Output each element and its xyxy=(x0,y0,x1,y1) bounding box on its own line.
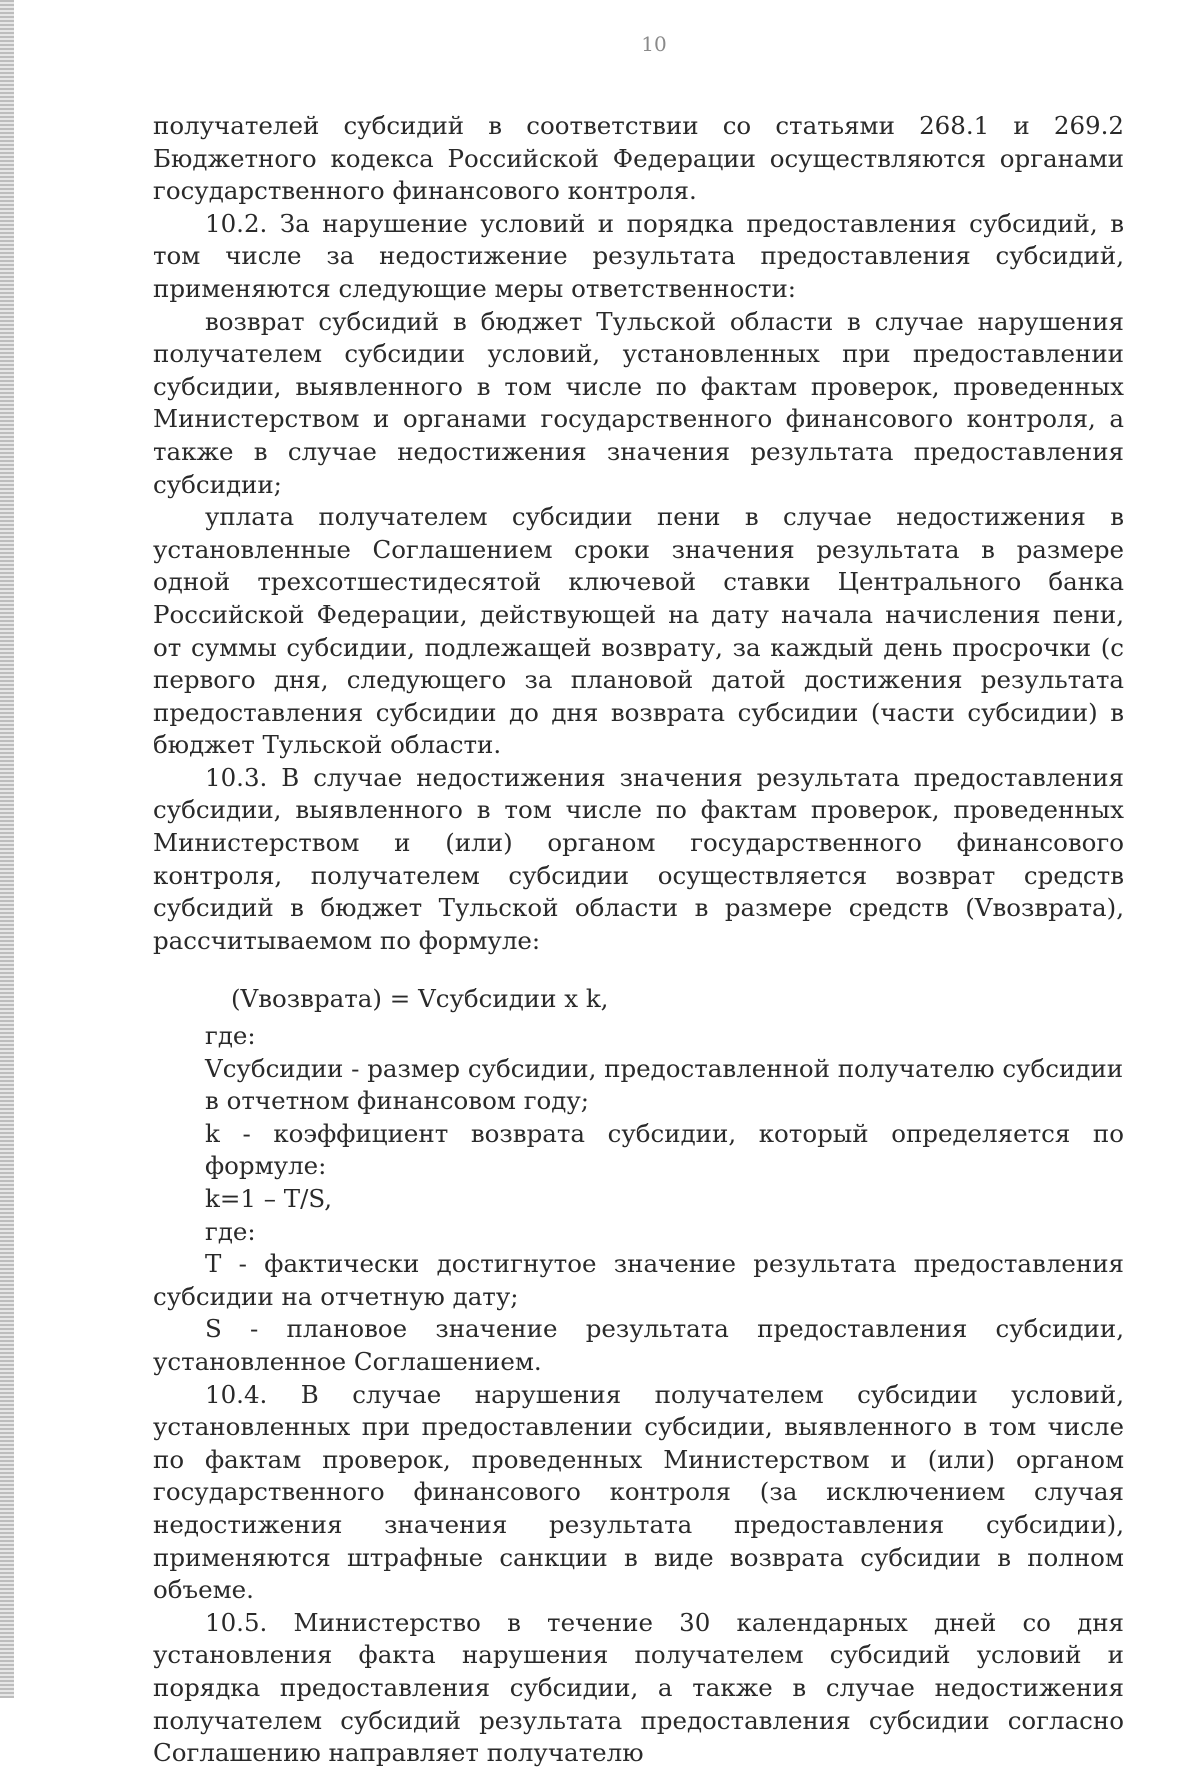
scan-edge-decoration xyxy=(0,0,14,1698)
definition-s: S - плановое значение результата предоставления субсидии, установленное Соглашением. xyxy=(153,1314,1124,1376)
paragraph-10-5: 10.5. Министерство в течение 30 календарных дней со дня установления факта нарушения получателем субсидий условий и порядка предоставления субсидии, а также в случае недостижения получателем субсидий результата предоставления субсидии согласно Соглашению направляет получателю xyxy=(153,1607,1124,1768)
definition-k: k - коэффициент возврата субсидии, который определяется по формуле: xyxy=(205,1118,1124,1181)
where-label-1: где: xyxy=(205,1021,256,1051)
paragraph-10-4: 10.4. В случае нарушения получателем субсидии условий, установленных при предоставлении субсидии, выявленного в том числе по фактам проверок, проведенных Министерством и (или) органом государственного финансового контроля (за исключением случая недостижения значения результата предоставления субсидии), применяются штрафные санкции в виде возврата субсидии в полном объеме. xyxy=(153,1379,1124,1605)
definition-v-subsidy: Vсубсидии - размер субсидии, предоставленной получателю субсидии xyxy=(205,1053,1124,1083)
paragraph-refund-measure: возврат субсидий в бюджет Тульской области в случае нарушения получателем субсидии условий, установленных при предоставлении субсидии, выявленного в том числе по фактам проверок, проведенных Министерством и органами государственного финансового контроля, а также в случае недостижения значения результата предоставления субсидии; xyxy=(153,306,1124,499)
where-label-2: где: xyxy=(205,1216,256,1246)
definition-t: Т - фактически достигнутое значение результата предоставления субсидии на отчетную дату; xyxy=(153,1249,1124,1311)
formula-k: k=1 – T/S, xyxy=(205,1184,333,1213)
definition-v-subsidy-cont: в отчетном финансовом году; xyxy=(205,1086,590,1116)
document-body xyxy=(153,110,1124,1770)
paragraph-10-2: 10.2. За нарушение условий и порядка предоставления субсидий, в том числе за недостижение результата предоставления субсидий, применяются следующие меры ответственности: xyxy=(153,208,1124,303)
formula-refund: (Vвозврата) = Vсубсидии х k, xyxy=(231,984,609,1014)
paragraph-penalty-measure: уплата получателем субсидии пени в случае недостижения в установленные Соглашением сроки значения результата в размере одной трехсотшестидесятой ключевой ставки Центрального банка Российской Федерации, действующей на дату начала начисления пени, от суммы субсидии, подлежащей возврату, за каждый день просрочки (с первого дня, следующего за плановой датой достижения результата предоставления субсидии до дня возврата субсидии (части субсидии) в бюджет Тульской области. xyxy=(153,502,1124,760)
paragraph-continuation: получателей субсидий в соответствии со статьями 268.1 и 269.2 Бюджетного кодекса Российской Федерации осуществляются органами государственного финансового контроля. xyxy=(153,111,1124,206)
page-number: 10 xyxy=(641,32,667,56)
paragraph-10-3: 10.3. В случае недостижения значения результата предоставления субсидии, выявленного в том числе по фактам проверок, проведенных Министерством и (или) органом государственного финансового контроля, получателем субсидии осуществляется возврат средств субсидий в бюджет Тульской области в размере средств (Vвозврата), рассчитываемом по формуле: xyxy=(153,762,1124,955)
